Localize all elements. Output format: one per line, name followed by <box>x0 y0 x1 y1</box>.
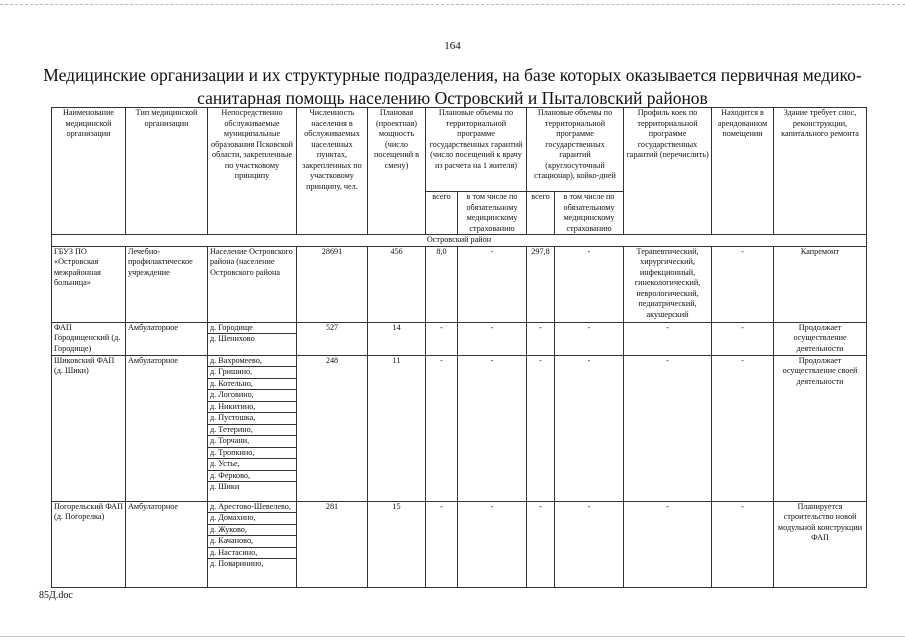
org-in-oms: - <box>555 501 624 587</box>
title-line-1: Медицинские организации и их структурные подразделения, на базе которых оказывается первичная медико- <box>43 65 862 85</box>
org-out-total: - <box>426 501 458 587</box>
org-beds: Терапевтический, хирургический, инфекционный, гинекологический, неврологический, педиатрический, акушерский <box>624 246 712 322</box>
section-title: Островский район <box>52 235 867 247</box>
org-villages <box>208 355 297 501</box>
org-capacity: 456 <box>368 246 426 322</box>
header-rented: Находится в арендованном помещении <box>712 108 774 235</box>
table-row <box>52 501 867 587</box>
org-type: Амбулаторное <box>126 322 208 355</box>
org-villages <box>208 322 297 355</box>
org-population: 281 <box>297 501 368 587</box>
header-row <box>52 108 867 192</box>
org-population: 28691 <box>297 246 368 322</box>
org-villages <box>208 501 297 587</box>
org-building: Капремонт <box>774 246 867 322</box>
village-item: д. Арестово-Шевелево, <box>208 502 296 514</box>
header-population: Численность населения в обслуживаемых населенных пунктах, закрепленных по участковому принципу, чел. <box>297 108 368 235</box>
org-in-total: - <box>527 355 555 501</box>
header-outpatient: Плановые объемы по территориальной программе государственных гарантий (число посещений к врачу из расчета на 1 жителя) <box>426 108 527 192</box>
header-type: Тип медицинской организации <box>126 108 208 235</box>
org-in-oms: - <box>555 246 624 322</box>
village-item: д. Качаново, <box>208 536 296 548</box>
header-out-oms: в том числе по обязательному медицинскому страхованию <box>458 192 527 235</box>
org-beds: - <box>624 322 712 355</box>
org-out-total: - <box>426 355 458 501</box>
org-out-total: - <box>426 322 458 355</box>
header-name: Наименование медицинской организации <box>52 108 126 235</box>
village-item: д. Тропкино, <box>208 448 296 460</box>
org-building: Продолжает осуществление деятельности <box>774 322 867 355</box>
village-item: д. Вахромеево, <box>208 356 296 368</box>
village-item: д. Городище <box>208 323 296 335</box>
org-out-oms: - <box>458 355 527 501</box>
org-in-total: - <box>527 322 555 355</box>
village-item: д. Никитино, <box>208 402 296 414</box>
page-number: 164 <box>444 40 461 52</box>
org-name: ФАП Городищенский (д. Городище) <box>52 322 126 355</box>
header-municipal: Непосредственно обслуживаемые муниципальные образования Псковской области, закрепленные по участковому принципу <box>208 108 297 235</box>
header-capacity: Плановая (проектная) мощность (число посещений в смену) <box>368 108 426 235</box>
org-out-oms: - <box>458 246 527 322</box>
table-row <box>52 322 867 355</box>
village-item: д. Поваринино, <box>210 559 264 568</box>
village-item: д. Домахино, <box>208 513 296 525</box>
footer-filename: 85Д.doc <box>39 590 73 601</box>
org-rented: - <box>712 246 774 322</box>
header-out-total: всего <box>426 192 458 235</box>
document-title <box>40 64 865 110</box>
header-inpatient: Плановые объемы по территориальной программе государственных гарантий (круглосуточный стационар), койко-дней <box>527 108 624 192</box>
scan-edge-bottom <box>0 636 905 637</box>
org-out-oms: - <box>458 501 527 587</box>
org-in-total: 297,8 <box>527 246 555 322</box>
org-capacity: 11 <box>368 355 426 501</box>
org-capacity: 14 <box>368 322 426 355</box>
org-type: Лечебно-профилактическое учреждение <box>126 246 208 322</box>
section-row <box>52 235 867 247</box>
village-item: д. Тетерино, <box>208 425 296 437</box>
org-population: 527 <box>297 322 368 355</box>
org-rented: - <box>712 355 774 501</box>
village-item: д. Пустошка, <box>208 413 296 425</box>
village-item: д. Настасино, <box>208 548 296 560</box>
org-rented: - <box>712 501 774 587</box>
org-building: Планируется строительство новой модульной конструкции ФАП <box>774 501 867 587</box>
org-name: Шиковский ФАП (д. Шики) <box>52 355 126 501</box>
header-in-oms: в том числе по обязательному медицинскому страхованию <box>555 192 624 235</box>
village-item: д. Логовино, <box>208 390 296 402</box>
org-out-oms: - <box>458 322 527 355</box>
org-name: ГБУЗ ПО «Островская межрайонная больница» <box>52 246 126 322</box>
village-item: д. Жуково, <box>208 525 296 537</box>
org-rented: - <box>712 322 774 355</box>
village-item: д. Торчани, <box>208 436 296 448</box>
org-beds: - <box>624 501 712 587</box>
village-item: д. Гришино, <box>208 367 296 379</box>
header-building: Здание требует снос, реконструкции, капитального ремонта <box>774 108 867 235</box>
header-in-total: всего <box>527 192 555 235</box>
org-beds: - <box>624 355 712 501</box>
table-row <box>52 355 867 501</box>
village-item: д. Шенихово <box>210 334 255 343</box>
org-population: 248 <box>297 355 368 501</box>
title-line-2: санитарная помощь населению Островский и Пыталовский районов <box>197 88 708 108</box>
org-capacity: 15 <box>368 501 426 587</box>
org-building: Продолжает осуществление своей деятельности <box>774 355 867 501</box>
org-in-oms: - <box>555 355 624 501</box>
org-in-total: - <box>527 501 555 587</box>
org-municipal: Население Островского района (население Островского района <box>208 246 297 322</box>
org-in-oms: - <box>555 322 624 355</box>
scan-edge-top <box>0 0 905 5</box>
org-type: Амбулаторное <box>126 501 208 587</box>
village-item: д. Ферково, <box>208 471 296 483</box>
village-item: д. Шики <box>210 482 240 491</box>
village-item: д. Котельно, <box>208 379 296 391</box>
org-type: Амбулаторное <box>126 355 208 501</box>
village-item: д. Устье, <box>208 459 296 471</box>
medical-organizations-table <box>51 107 867 588</box>
table-row <box>52 246 867 322</box>
org-out-total: 8,0 <box>426 246 458 322</box>
header-beds: Профиль коек по территориальной программе государственных гарантий (перечислить) <box>624 108 712 235</box>
org-name: Погорельский ФАП (д. Погорелка) <box>52 501 126 587</box>
